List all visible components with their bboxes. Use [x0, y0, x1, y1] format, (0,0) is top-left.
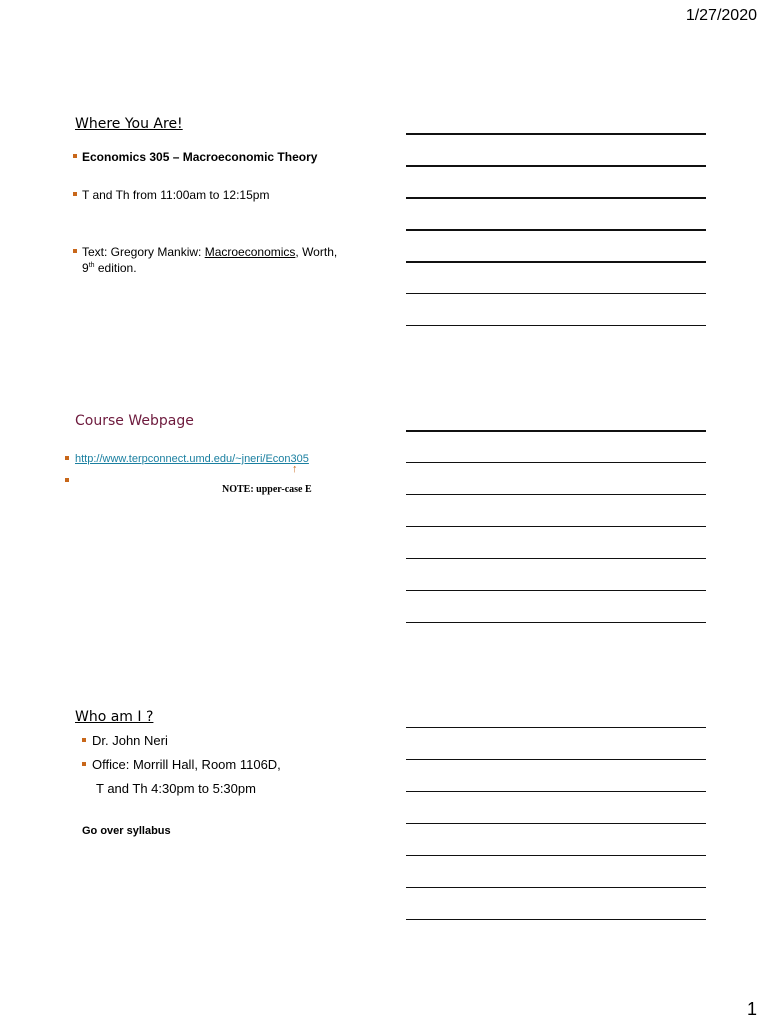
print-date: 1/27/2020	[685, 7, 757, 24]
bullet-marker	[73, 249, 77, 253]
bullet-marker	[65, 478, 69, 482]
arrow-icon: ↑	[292, 463, 298, 475]
bullet-marker	[82, 762, 86, 766]
page-number: 1	[746, 999, 757, 1019]
bullet-marker	[73, 192, 77, 196]
bullet-textbook: Text: Gregory Mankiw: Macroeconomics, Worth, 9th edition.	[82, 245, 362, 275]
slide-title: Course Webpage	[75, 413, 194, 429]
bullet-course-name: Economics 305 – Macroeconomic Theory	[82, 150, 317, 164]
bullet-marker	[82, 738, 86, 742]
slide-title: Who am I ?	[75, 709, 154, 725]
course-webpage-link[interactable]: http://www.terpconnect.umd.edu/~jneri/Econ305	[75, 453, 309, 465]
note-upper-case: NOTE: upper-case E	[222, 484, 312, 495]
textbook-title: Macroeconomics	[204, 245, 296, 259]
syllabus-note: Go over syllabus	[82, 825, 171, 837]
slide-title: Where You Are!	[75, 116, 183, 132]
bullet-office: Office: Morrill Hall, Room 1106D,	[92, 757, 281, 773]
bullet-instructor: Dr. John Neri	[92, 733, 168, 749]
slide-where-you-are	[0, 110, 395, 330]
office-hours: T and Th 4:30pm to 5:30pm	[96, 781, 256, 796]
slide-course-webpage	[0, 405, 395, 625]
bullet-marker	[73, 154, 77, 158]
slide-who-am-i	[0, 705, 395, 925]
bullet-webpage-link	[75, 452, 309, 466]
bullet-schedule: T and Th from 11:00am to 12:15pm	[82, 188, 269, 202]
bullet-marker	[65, 456, 69, 460]
